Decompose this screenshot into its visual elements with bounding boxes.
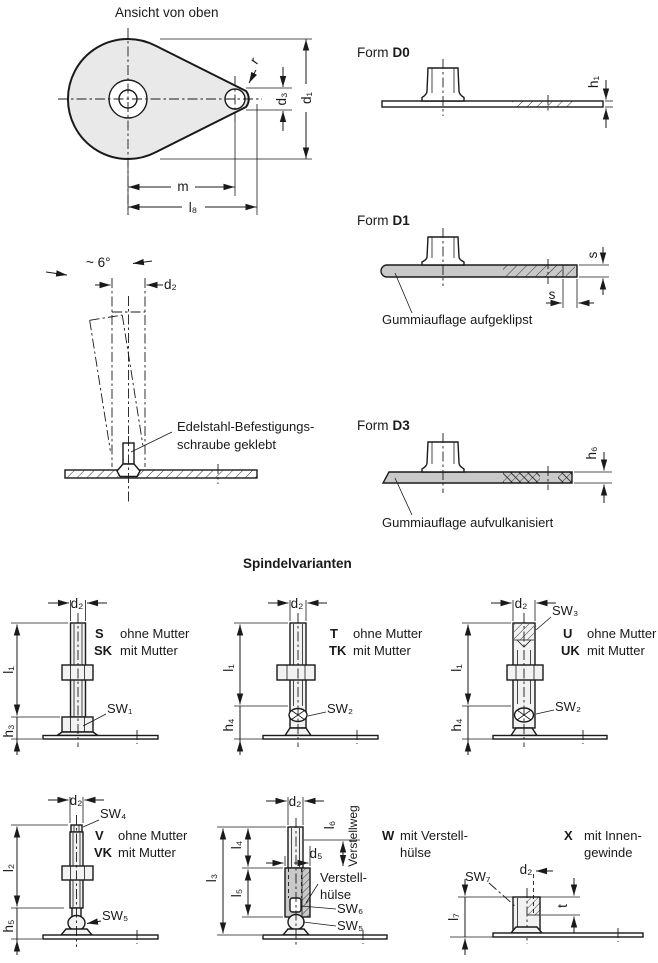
top-view-title: Ansicht von oben [115, 5, 219, 20]
w-dim-sw5-label: SW₅ [337, 918, 364, 933]
v-dim-h5-label: h₅ [1, 919, 16, 933]
u-desc1: ohne Mutter [587, 626, 657, 641]
w-desc-line2: hülse [400, 845, 432, 860]
s-dim-l1-label: l₁ [1, 666, 16, 674]
variant-t [221, 596, 423, 755]
variant-w [204, 794, 468, 947]
u-code1: U [563, 626, 573, 641]
t-code2: TK [329, 643, 347, 658]
w-dim-d2-label: d₂ [288, 794, 302, 809]
u-dim-sw3-label: SW₃ [552, 603, 579, 618]
dim-m-label: m [177, 179, 189, 194]
variant-v [1, 793, 188, 955]
w-dim-sw6-label: SW₆ [337, 901, 364, 916]
s-hex-nut [62, 665, 93, 680]
tilted-spindle-phantom [90, 315, 143, 451]
w-verstellweg-label: Verstellweg [346, 805, 360, 867]
u-code2: UK [561, 643, 580, 658]
tilt-view [46, 255, 314, 502]
x-code: X [564, 828, 573, 843]
v-dim-sw4-label: SW₄ [100, 806, 127, 821]
w-sleeve-wall-hatch [302, 869, 310, 917]
s-dim-h3-label: h₃ [1, 724, 16, 738]
v-dim-d2-label: d₂ [69, 793, 83, 808]
s-desc2: mit Mutter [120, 643, 178, 658]
x-dim-d2-label: d₂ [519, 862, 533, 877]
w-dim-l4-label: l₄ [229, 840, 244, 850]
s-code2: SK [94, 643, 113, 658]
screw-callout-line1: Edelstahl-Befestigungs- [177, 419, 315, 434]
w-dim-l5-label: l₅ [229, 888, 244, 898]
form-d1 [357, 213, 609, 327]
x-foot-plate [493, 933, 643, 937]
v-dim-l2-label: l₂ [1, 863, 16, 873]
t-desc2: mit Mutter [353, 643, 411, 658]
u-desc2: mit Mutter [587, 643, 645, 658]
t-desc1: ohne Mutter [353, 626, 423, 641]
s-foot-plate [43, 736, 158, 740]
t-foot-plate [263, 736, 378, 740]
variant-u [449, 596, 657, 755]
x-dim-t-label: t [555, 904, 570, 908]
v-foot-plate [43, 935, 158, 939]
w-sleeve-callout-line1: Verstell- [320, 870, 367, 885]
form-d1-label: Form D1 [357, 213, 410, 228]
t-dim-sw2-label: SW₂ [327, 701, 353, 716]
d0-hatch [512, 102, 573, 107]
w-code: W [382, 828, 395, 843]
w-dim-d5-label: d₅ [309, 846, 323, 861]
u-foot-plate [493, 736, 607, 740]
t-dim-d2-label: d₂ [290, 596, 304, 611]
v-code1: V [95, 828, 104, 843]
tilt-dim-d2-label: d₂ [164, 277, 177, 292]
spindle-variants-title: Spindelvarianten [243, 556, 352, 571]
variant-x [446, 828, 643, 955]
variant-s [1, 596, 190, 755]
screw-callout-line2: schraube geklebt [177, 437, 277, 452]
w-sleeve-callout-line2: hülse [320, 887, 352, 902]
u-dim-d2-label: d₂ [514, 596, 528, 611]
dim-r-label: r [246, 54, 262, 67]
top-view [58, 5, 314, 215]
v-desc1: ohne Mutter [118, 828, 188, 843]
u-dim-l1-label: l₁ [449, 664, 464, 672]
angle-label: ~ 6° [86, 255, 111, 270]
v-desc2: mit Mutter [118, 845, 176, 860]
w-dim-l6-label: l₆ [322, 820, 337, 830]
s-bottom-hex [62, 717, 93, 732]
dim-h6-label: h₆ [584, 446, 599, 460]
dim-l8-label: l₈ [188, 200, 198, 215]
t-hex-nut [277, 665, 315, 680]
form-d3 [357, 418, 612, 530]
x-desc-line1: mit Innen- [584, 828, 642, 843]
s-desc1: ohne Mutter [120, 626, 190, 641]
t-code1: T [330, 626, 338, 641]
form-d0 [357, 45, 613, 128]
x-dim-sw7-label: SW₇ [465, 869, 491, 884]
w-threaded-rod [288, 827, 303, 868]
w-dim-l3-label: l₃ [204, 873, 219, 883]
v-dim-sw5-label: SW₅ [102, 908, 129, 923]
w-desc-line1: mit Verstell- [400, 828, 468, 843]
s-code1: S [95, 626, 104, 641]
dim-h1-label: h₁ [586, 75, 601, 89]
d3-rubber-plate [383, 472, 572, 483]
s-dim-sw1-label: SW₁ [107, 701, 133, 716]
v-code2: VK [94, 845, 113, 860]
x-desc-line2: gewinde [584, 845, 633, 860]
t-dim-h4-label: h₄ [221, 718, 236, 732]
d3-crosshatch [503, 473, 540, 483]
v-hex-nut [62, 866, 93, 880]
dim-d3-label: d₃ [274, 92, 289, 106]
form-d3-label: Form D3 [357, 418, 410, 433]
form-d0-label: Form D0 [357, 45, 410, 60]
dim-s-vertical-label: s [585, 251, 600, 259]
u-dim-sw2-label: SW₂ [555, 699, 581, 714]
x-dim-l7-label: l₇ [446, 913, 461, 921]
d1-hatch [503, 266, 562, 277]
s-dim-d2-label: d₂ [70, 596, 84, 611]
x-foot-flare [511, 927, 542, 933]
d3-caption: Gummiauflage aufvulkanisiert [382, 515, 554, 530]
u-hex-nut [507, 665, 543, 680]
dim-d1-label: d₁ [299, 91, 314, 105]
u-dim-h4-label: h₄ [449, 718, 464, 732]
d1-caption: Gummiauflage aufgeklipst [382, 312, 533, 327]
t-dim-l1-label: l₁ [221, 664, 236, 672]
w-foot-plate [263, 935, 387, 939]
w-socket [290, 898, 301, 912]
dim-s-horizontal-label: s [548, 287, 556, 302]
